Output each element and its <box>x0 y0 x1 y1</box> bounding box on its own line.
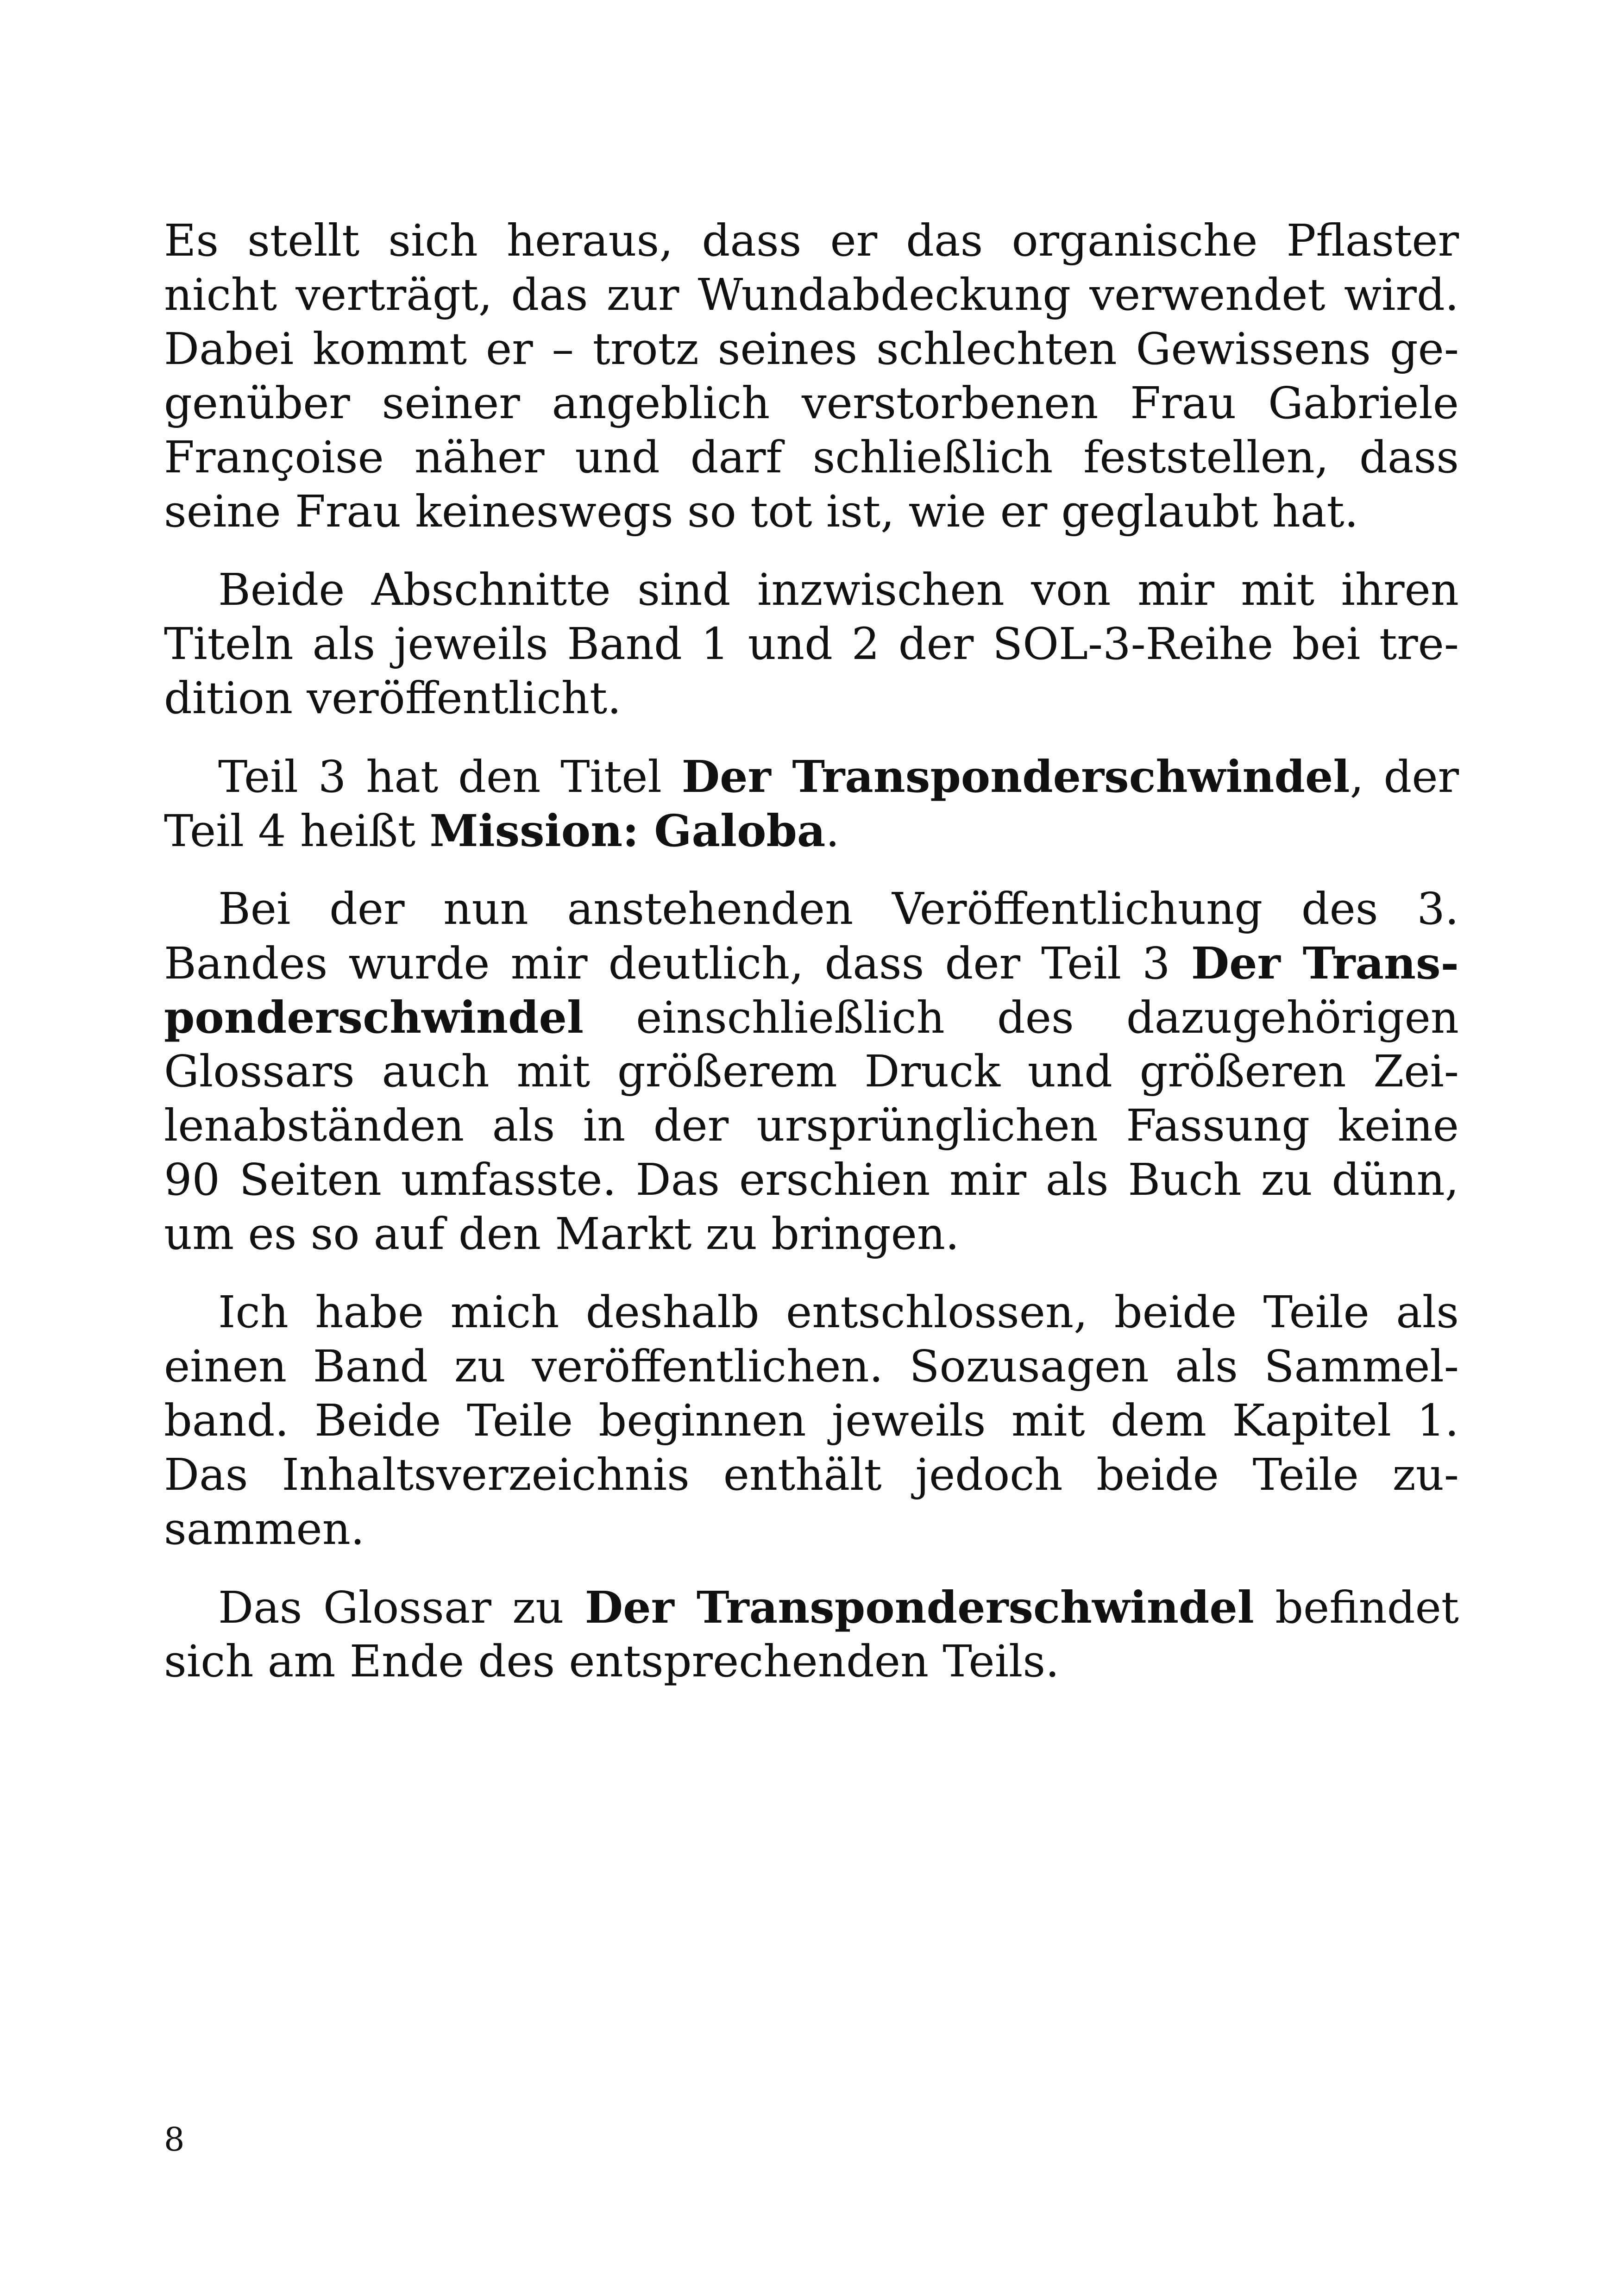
text-line <box>164 431 1459 485</box>
text-line <box>164 485 1459 539</box>
text-segment: einen Band zu veröffentlichen. Sozusagen als Sammel- <box>164 1341 1459 1392</box>
text-segment: genüber seiner angeblich verstorbenen Frau Gabriele <box>164 378 1459 429</box>
text-line <box>164 376 1459 431</box>
text-segment: sammen. <box>164 1504 365 1555</box>
paragraph <box>164 750 1459 858</box>
text-segment: , der <box>1350 752 1459 803</box>
text-segment: Es stellt sich heraus, dass er das organische Pflaster <box>164 215 1459 266</box>
text-line <box>164 1099 1459 1153</box>
bold-title-text: Mission: Galoba <box>429 805 826 857</box>
text-line <box>164 991 1459 1045</box>
paragraph <box>164 214 1459 539</box>
text-segment: befindet <box>1254 1582 1459 1633</box>
body-text <box>164 214 1459 1713</box>
text-segment: Ich habe mich deshalb entschlossen, beide Teile als <box>218 1287 1459 1338</box>
page-number: 8 <box>164 2120 185 2158</box>
text-segment: Françoise näher und darf schließlich feststellen, dass <box>164 432 1459 483</box>
paragraph <box>164 1581 1459 1689</box>
text-line <box>164 1581 1459 1635</box>
text-segment: um es so auf den Markt zu bringen. <box>164 1209 960 1260</box>
text-segment: Dabei kommt er – trotz seines schlechten Gewissens ge- <box>164 324 1459 375</box>
text-line <box>164 1635 1459 1689</box>
text-line <box>164 617 1459 671</box>
paragraph <box>164 1286 1459 1556</box>
text-line <box>164 1286 1459 1340</box>
text-line <box>164 1448 1459 1502</box>
text-segment: . <box>825 806 840 857</box>
text-line <box>164 214 1459 268</box>
paragraph <box>164 563 1459 726</box>
text-segment: Beide Abschnitte sind inzwischen von mir mit ihren <box>218 565 1459 615</box>
text-segment: seine Frau keineswegs so tot ist, wie er geglaubt hat. <box>164 486 1358 537</box>
text-line <box>164 1045 1459 1099</box>
text-line <box>164 1394 1459 1448</box>
text-line <box>164 936 1459 991</box>
text-segment: Titeln als jeweils Band 1 und 2 der SOL-3-Reihe bei tre- <box>164 619 1459 670</box>
text-line <box>164 750 1459 804</box>
text-segment: dition veröffentlicht. <box>164 673 622 724</box>
text-segment: sich am Ende des entsprechenden Teils. <box>164 1636 1060 1687</box>
text-segment: Teil 3 hat den Titel <box>218 752 682 803</box>
text-line <box>164 804 1459 858</box>
text-line <box>164 1207 1459 1261</box>
text-line <box>164 563 1459 617</box>
text-segment: Glossars auch mit größerem Druck und größeren Zei- <box>164 1046 1459 1097</box>
bold-title-text: ponderschwindel <box>164 992 584 1043</box>
text-segment: lenabständen als in der ursprünglichen Fassung keine <box>164 1100 1459 1151</box>
text-segment: nicht verträgt, das zur Wundabdeckung verwendet wird. <box>164 270 1459 320</box>
text-line <box>164 1502 1459 1556</box>
bold-title-text: Der Trans- <box>1191 938 1459 989</box>
text-segment: Bei der nun anstehenden Veröffentlichung des 3. <box>218 884 1459 935</box>
text-line <box>164 268 1459 322</box>
text-segment: band. Beide Teile beginnen jeweils mit dem Kapitel 1. <box>164 1395 1459 1446</box>
paragraph <box>164 882 1459 1261</box>
bold-title-text: Der Transponderschwindel <box>681 751 1350 803</box>
text-line <box>164 882 1459 936</box>
text-segment: 90 Seiten umfasste. Das erschien mir als Buch zu dünn, <box>164 1154 1459 1205</box>
text-line <box>164 671 1459 726</box>
text-segment: Das Glossar zu <box>218 1582 585 1633</box>
text-segment: Teil 4 heißt <box>164 806 430 857</box>
text-segment: Das Inhaltsverzeichnis enthält jedoch beide Teile zu- <box>164 1449 1459 1500</box>
text-line <box>164 322 1459 376</box>
text-line <box>164 1340 1459 1394</box>
text-line <box>164 1153 1459 1207</box>
bold-title-text: Der Transponderschwindel <box>584 1582 1254 1633</box>
text-segment: Bandes wurde mir deutlich, dass der Teil 3 <box>164 938 1191 989</box>
text-segment: einschließlich des dazugehörigen <box>584 992 1459 1043</box>
